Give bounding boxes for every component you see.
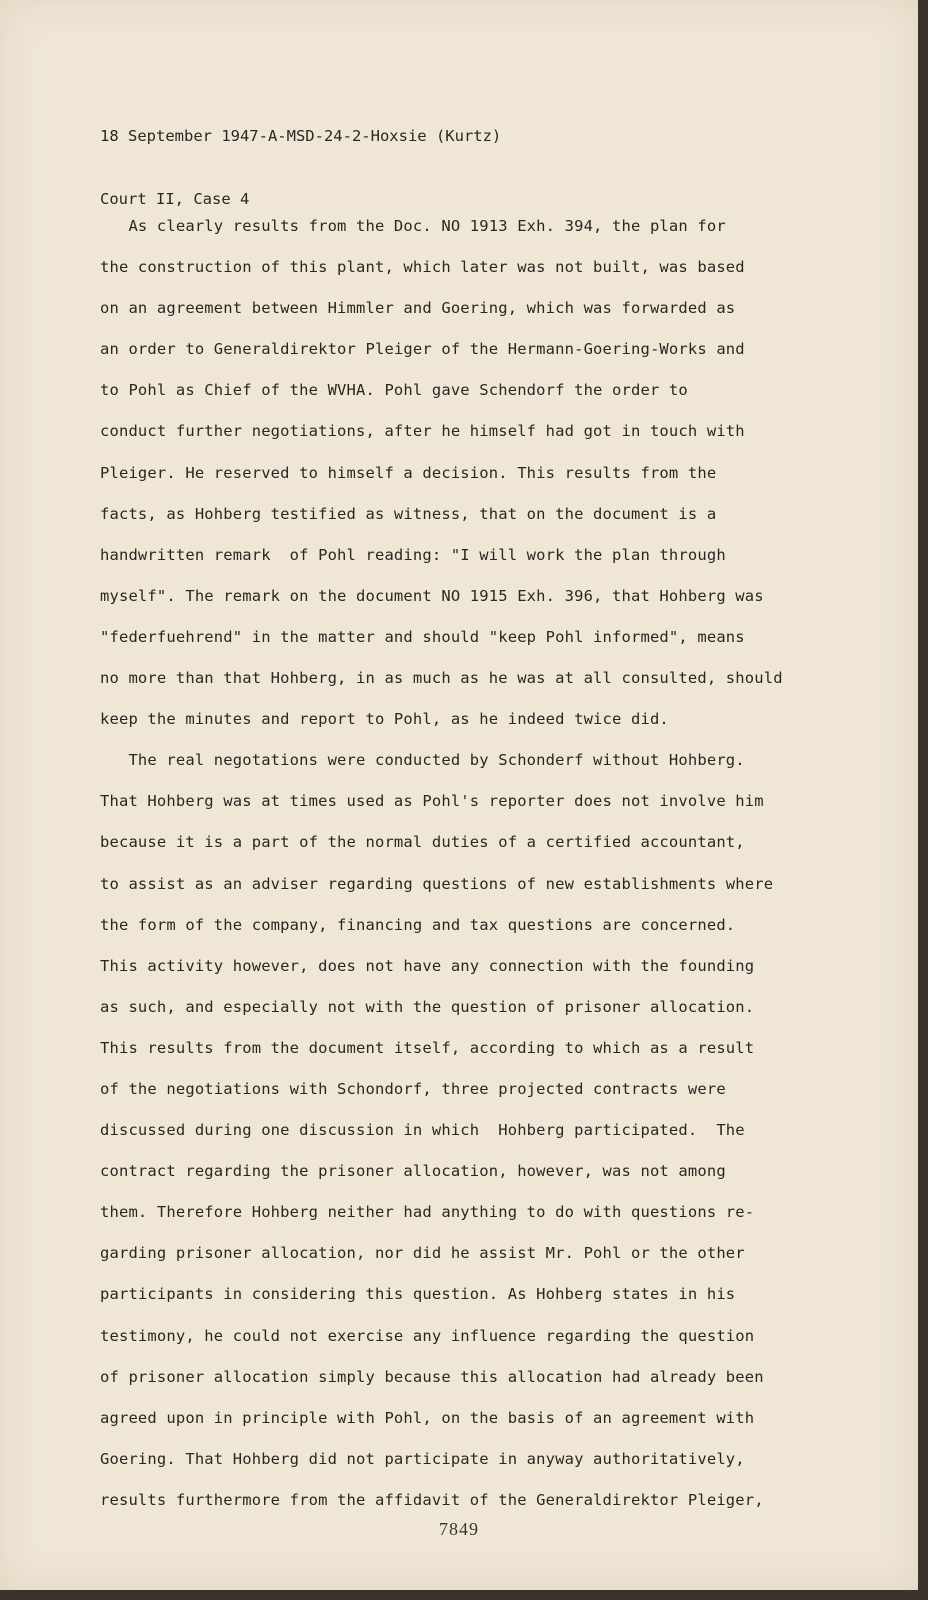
body-text-line: results furthermore from the affidavit of the Generaldirektor Pleiger, — [100, 1490, 764, 1509]
body-text-line: keep the minutes and report to Pohl, as he indeed twice did. — [100, 710, 669, 729]
body-text-line: testimony, he could not exercise any influence regarding the question — [100, 1326, 755, 1345]
body-text-line: an order to Generaldirektor Pleiger of the Hermann-Goering-Works and — [100, 340, 745, 359]
body-text-line: conduct further negotiations, after he himself had got in touch with — [100, 422, 745, 441]
page-number: 7849 — [439, 1519, 479, 1539]
body-text-line: of prisoner allocation simply because this allocation had already been — [100, 1367, 764, 1386]
body-text-line: to assist as an adviser regarding questions of new establishments where — [100, 874, 774, 893]
body-text-line: on an agreement between Himmler and Goering, which was forwarded as — [100, 299, 736, 318]
body-text-line: myself". The remark on the document NO 1915 Exh. 396, that Hohberg was — [100, 586, 764, 605]
body-text-line: them. Therefore Hohberg neither had anything to do with questions re- — [100, 1203, 755, 1222]
body-text-line: The real negotations were conducted by Schonderf without Hohberg. — [100, 751, 745, 770]
body-text-line: That Hohberg was at times used as Pohl's reporter does not involve him — [100, 792, 764, 811]
body-text-line: As clearly results from the Doc. NO 1913 Exh. 394, the plan for — [100, 217, 726, 235]
body-text-line: to Pohl as Chief of the WVHA. Pohl gave Schendorf the order to — [100, 381, 688, 400]
body-text-line: Pleiger. He reserved to himself a decision. This results from the — [100, 463, 717, 482]
body-text-line: discussed during one discussion in which Hohberg participated. The — [100, 1121, 745, 1140]
body-text-line: contract regarding the prisoner allocation, however, was not among — [100, 1162, 726, 1181]
scan-edge-right — [918, 0, 928, 1600]
header-date-reference: 18 September 1947-A-MSD-24-2-Hoxsie (Kurtz) — [100, 127, 502, 145]
scan-edge-bottom — [0, 1590, 928, 1600]
body-text-line: handwritten remark of Pohl reading: "I will work the plan through — [100, 545, 726, 564]
body-text-line: as such, and especially not with the question of prisoner allocation. — [100, 997, 755, 1016]
body-text-line: participants in considering this question. As Hohberg states in his — [100, 1285, 736, 1304]
body-text-line: the form of the company, financing and tax questions are concerned. — [100, 915, 736, 934]
body-text-line: facts, as Hohberg testified as witness, that on the document is a — [100, 504, 717, 523]
body-text-line: the construction of this plant, which later was not built, was based — [100, 258, 745, 277]
body-text-line: This activity however, does not have any connection with the founding — [100, 956, 755, 975]
body-text-line: Goering. That Hohberg did not participate in anyway authoritatively, — [100, 1449, 745, 1468]
body-text-line: of the negotiations with Schondorf, three projected contracts were — [100, 1079, 726, 1098]
body-text-line: This results from the document itself, according to which as a result — [100, 1038, 755, 1057]
body-text-line: "federfuehrend" in the matter and should "keep Pohl informed", means — [100, 627, 745, 646]
header-court-case: Court II, Case 4 — [100, 190, 250, 208]
body-text-line: no more than that Hohberg, in as much as he was at all consulted, should — [100, 669, 783, 688]
body-text-line: garding prisoner allocation, nor did he assist Mr. Pohl or the other — [100, 1244, 745, 1263]
body-text-line: because it is a part of the normal duties of a certified accountant, — [100, 833, 745, 852]
document-body — [100, 206, 783, 1521]
body-text-line: agreed upon in principle with Pohl, on the basis of an agreement with — [100, 1408, 755, 1427]
